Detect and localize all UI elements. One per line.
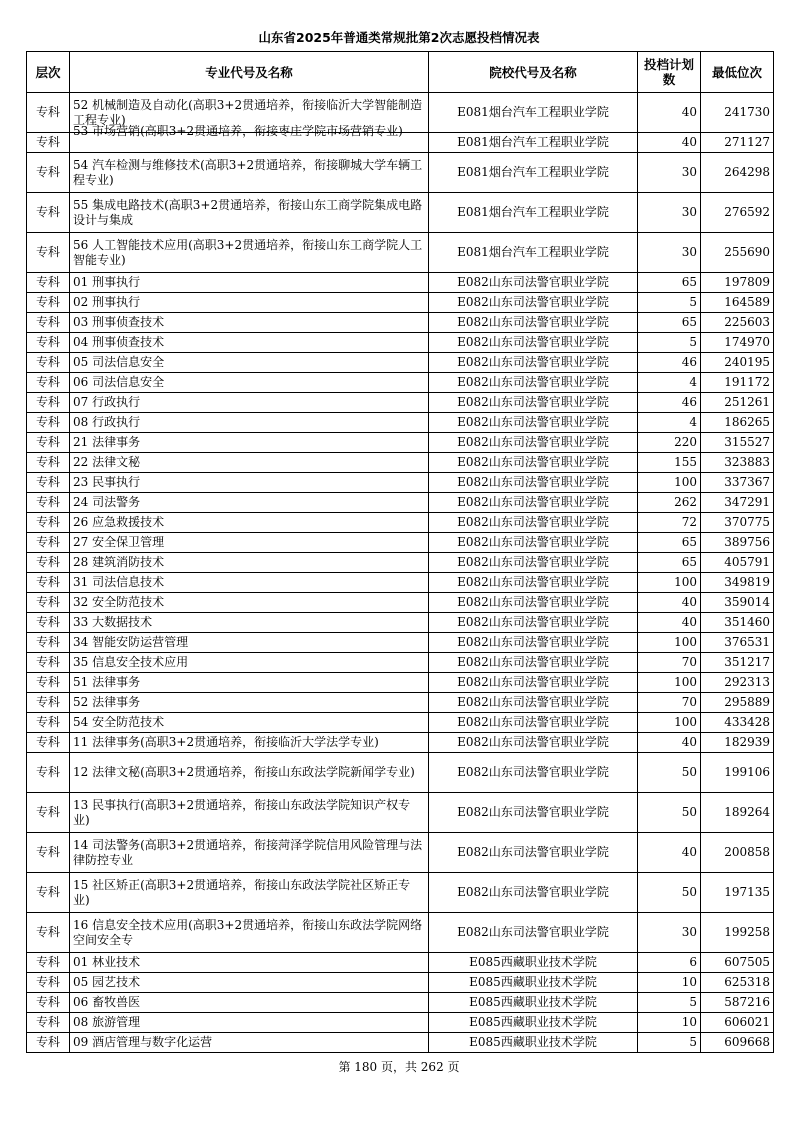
cell-level: 专科: [27, 293, 70, 313]
cell-rank: 609668: [701, 1033, 774, 1053]
cell-plan: 30: [638, 233, 701, 273]
cell-school: E082山东司法警官职业学院: [429, 913, 638, 953]
cell-level: 专科: [27, 93, 70, 133]
table-row: [27, 373, 774, 393]
cell-major: 56 人工智能技术应用(高职3+2贯通培养，衔接山东工商学院人工智能专业): [70, 233, 429, 273]
cell-school: E085西藏职业技术学院: [429, 1033, 638, 1053]
cell-rank: 389756: [701, 533, 774, 553]
cell-rank: 292313: [701, 673, 774, 693]
cell-plan: 65: [638, 553, 701, 573]
cell-major: 07 行政执行: [70, 393, 429, 413]
cell-rank: 225603: [701, 313, 774, 333]
cell-school: E082山东司法警官职业学院: [429, 353, 638, 373]
cell-level: 专科: [27, 573, 70, 593]
cell-major: 08 旅游管理: [70, 1013, 429, 1033]
cell-plan: 40: [638, 133, 701, 153]
cell-major: 05 园艺技术: [70, 973, 429, 993]
table-row: [27, 453, 774, 473]
table-row: [27, 1033, 774, 1053]
cell-plan: 50: [638, 793, 701, 833]
cell-rank: 295889: [701, 693, 774, 713]
cell-school: E082山东司法警官职业学院: [429, 613, 638, 633]
table-row: [27, 513, 774, 533]
table-header-row: [27, 52, 774, 93]
cell-plan: 6: [638, 953, 701, 973]
cell-level: 专科: [27, 993, 70, 1013]
cell-plan: 30: [638, 193, 701, 233]
cell-major: 54 汽车检测与维修技术(高职3+2贯通培养，衔接聊城大学车辆工程专业): [70, 153, 429, 193]
table-row: [27, 433, 774, 453]
cell-level: 专科: [27, 873, 70, 913]
cell-school: E082山东司法警官职业学院: [429, 273, 638, 293]
cell-major-text: 53 市场营销(高职3+2贯通培养，衔接枣庄学院市场营销专业): [73, 124, 403, 138]
cell-school: E081烟台汽车工程职业学院: [429, 233, 638, 273]
cell-rank: 251261: [701, 393, 774, 413]
cell-level: 专科: [27, 233, 70, 273]
cell-level: 专科: [27, 593, 70, 613]
table-row: [27, 333, 774, 353]
cell-plan: 220: [638, 433, 701, 453]
cell-school: E082山东司法警官职业学院: [429, 333, 638, 353]
table-row: [27, 293, 774, 313]
cell-school: E082山东司法警官职业学院: [429, 633, 638, 653]
cell-school: E082山东司法警官职业学院: [429, 553, 638, 573]
cell-level: 专科: [27, 373, 70, 393]
table-row: [27, 973, 774, 993]
cell-major: 13 民事执行(高职3+2贯通培养，衔接山东政法学院知识产权专业): [70, 793, 429, 833]
cell-rank: 241730: [701, 93, 774, 133]
cell-level: 专科: [27, 793, 70, 833]
cell-school: E082山东司法警官职业学院: [429, 453, 638, 473]
cell-major: 22 法律文秘: [70, 453, 429, 473]
cell-level: 专科: [27, 413, 70, 433]
cell-school: E082山东司法警官职业学院: [429, 393, 638, 413]
header-plan: 投档计划数: [638, 52, 701, 93]
cell-school: E082山东司法警官职业学院: [429, 533, 638, 553]
cell-major: 52 法律事务: [70, 693, 429, 713]
cell-rank: 359014: [701, 593, 774, 613]
cell-school: E085西藏职业技术学院: [429, 993, 638, 1013]
cell-plan: 65: [638, 313, 701, 333]
cell-plan: 100: [638, 633, 701, 653]
cell-rank: 625318: [701, 973, 774, 993]
cell-plan: 100: [638, 713, 701, 733]
cell-major: 32 安全防范技术: [70, 593, 429, 613]
cell-plan: 40: [638, 593, 701, 613]
cell-major: 55 集成电路技术(高职3+2贯通培养，衔接山东工商学院集成电路设计与集成: [70, 193, 429, 233]
cell-level: 专科: [27, 953, 70, 973]
table-row: [27, 413, 774, 433]
cell-school: E082山东司法警官职业学院: [429, 833, 638, 873]
cell-major: 15 社区矫正(高职3+2贯通培养，衔接山东政法学院社区矫正专业): [70, 873, 429, 913]
cell-rank: 199106: [701, 753, 774, 793]
cell-plan: 70: [638, 693, 701, 713]
cell-rank: 164589: [701, 293, 774, 313]
cell-rank: 200858: [701, 833, 774, 873]
cell-plan: 10: [638, 973, 701, 993]
header-rank: 最低位次: [701, 52, 774, 93]
cell-major: 54 安全防范技术: [70, 713, 429, 733]
cell-school: E082山东司法警官职业学院: [429, 413, 638, 433]
cell-plan: 262: [638, 493, 701, 513]
cell-plan: 65: [638, 533, 701, 553]
cell-plan: 5: [638, 1033, 701, 1053]
cell-major: 27 安全保卫管理: [70, 533, 429, 553]
cell-school: E082山东司法警官职业学院: [429, 733, 638, 753]
cell-rank: 323883: [701, 453, 774, 473]
cell-rank: 337367: [701, 473, 774, 493]
cell-plan: 40: [638, 833, 701, 873]
cell-plan: 46: [638, 353, 701, 373]
cell-plan: 4: [638, 373, 701, 393]
table-row: [27, 193, 774, 233]
cell-level: 专科: [27, 453, 70, 473]
table-row: [27, 553, 774, 573]
cell-rank: 199258: [701, 913, 774, 953]
table-row: [27, 953, 774, 973]
cell-school: E081烟台汽车工程职业学院: [429, 93, 638, 133]
cell-plan: 70: [638, 653, 701, 673]
table-row: [27, 593, 774, 613]
table-row: [27, 393, 774, 413]
table-row: [27, 313, 774, 333]
table-row: [27, 693, 774, 713]
cell-major: 35 信息安全技术应用: [70, 653, 429, 673]
cell-level: 专科: [27, 133, 70, 153]
cell-major: 03 刑事侦查技术: [70, 313, 429, 333]
table-row: [27, 873, 774, 913]
table-row: [27, 1013, 774, 1033]
cell-plan: 50: [638, 873, 701, 913]
table-row: [27, 673, 774, 693]
cell-major: 12 法律文秘(高职3+2贯通培养，衔接山东政法学院新闻学专业): [70, 753, 429, 793]
cell-major: [70, 124, 429, 153]
table-row: [27, 233, 774, 273]
table-row: [27, 793, 774, 833]
cell-level: 专科: [27, 313, 70, 333]
cell-major: 01 林业技术: [70, 953, 429, 973]
cell-rank: 255690: [701, 233, 774, 273]
cell-rank: 607505: [701, 953, 774, 973]
cell-plan: 155: [638, 453, 701, 473]
cell-plan: 72: [638, 513, 701, 533]
cell-level: 专科: [27, 713, 70, 733]
table-row: [27, 613, 774, 633]
cell-rank: 174970: [701, 333, 774, 353]
cell-rank: 351460: [701, 613, 774, 633]
cell-rank: 189264: [701, 793, 774, 833]
header-level: 层次: [27, 52, 70, 93]
cell-plan: 5: [638, 333, 701, 353]
cell-school: E082山东司法警官职业学院: [429, 793, 638, 833]
cell-rank: 376531: [701, 633, 774, 653]
cell-rank: 182939: [701, 733, 774, 753]
cell-major: 34 智能安防运营管理: [70, 633, 429, 653]
cell-plan: 100: [638, 473, 701, 493]
cell-level: 专科: [27, 553, 70, 573]
cell-school: E082山东司法警官职业学院: [429, 873, 638, 913]
table-row: [27, 353, 774, 373]
cell-major: 21 法律事务: [70, 433, 429, 453]
cell-school: E082山东司法警官职业学院: [429, 293, 638, 313]
table-row: [27, 133, 774, 153]
cell-major: 51 法律事务: [70, 673, 429, 693]
cell-major: 05 司法信息安全: [70, 353, 429, 373]
table-row: [27, 633, 774, 653]
cell-plan: 40: [638, 613, 701, 633]
cell-school: E082山东司法警官职业学院: [429, 493, 638, 513]
table-row: [27, 993, 774, 1013]
cell-school: E082山东司法警官职业学院: [429, 313, 638, 333]
cell-school: E082山东司法警官职业学院: [429, 593, 638, 613]
cell-major: 02 刑事执行: [70, 293, 429, 313]
cell-level: 专科: [27, 533, 70, 553]
table-row: [27, 473, 774, 493]
cell-major: 52 机械制造及自动化(高职3+2贯通培养，衔接临沂大学智能制造工程专业): [70, 93, 429, 133]
table-row: [27, 733, 774, 753]
cell-level: 专科: [27, 833, 70, 873]
cell-level: 专科: [27, 973, 70, 993]
cell-major: 28 建筑消防技术: [70, 553, 429, 573]
cell-plan: 5: [638, 293, 701, 313]
cell-level: 专科: [27, 513, 70, 533]
cell-rank: 186265: [701, 413, 774, 433]
cell-rank: 276592: [701, 193, 774, 233]
cell-level: 专科: [27, 353, 70, 373]
cell-major: 14 司法警务(高职3+2贯通培养，衔接菏泽学院信用风险管理与法律防控专业: [70, 833, 429, 873]
cell-level: 专科: [27, 633, 70, 653]
cell-level: 专科: [27, 653, 70, 673]
cell-major: 33 大数据技术: [70, 613, 429, 633]
cell-major: 24 司法警务: [70, 493, 429, 513]
cell-rank: 197809: [701, 273, 774, 293]
cell-major: 06 畜牧兽医: [70, 993, 429, 1013]
cell-major: 26 应急救援技术: [70, 513, 429, 533]
header-major: 专业代号及名称: [70, 52, 429, 93]
cell-school: E081烟台汽车工程职业学院: [429, 153, 638, 193]
cell-plan: 30: [638, 913, 701, 953]
cell-rank: 349819: [701, 573, 774, 593]
table-row: [27, 913, 774, 953]
cell-plan: 100: [638, 573, 701, 593]
cell-major: 23 民事执行: [70, 473, 429, 493]
cell-major: 06 司法信息安全: [70, 373, 429, 393]
table-row: [27, 753, 774, 793]
cell-major: 08 行政执行: [70, 413, 429, 433]
cell-school: E085西藏职业技术学院: [429, 953, 638, 973]
cell-level: 专科: [27, 273, 70, 293]
cell-plan: 46: [638, 393, 701, 413]
cell-level: 专科: [27, 473, 70, 493]
table-row: [27, 493, 774, 513]
cell-major: 09 酒店管理与数字化运营: [70, 1033, 429, 1053]
page-footer: 第 180 页，共 262 页: [338, 1060, 460, 1074]
cell-rank: 197135: [701, 873, 774, 913]
cell-rank: 240195: [701, 353, 774, 373]
table-row: [27, 713, 774, 733]
cell-level: 专科: [27, 613, 70, 633]
cell-school: E085西藏职业技术学院: [429, 973, 638, 993]
cell-plan: 40: [638, 93, 701, 133]
cell-major: 16 信息安全技术应用(高职3+2贯通培养，衔接山东政法学院网络空间安全专: [70, 913, 429, 953]
cell-school: E082山东司法警官职业学院: [429, 433, 638, 453]
cell-rank: 351217: [701, 653, 774, 673]
cell-level: 专科: [27, 1013, 70, 1033]
cell-rank: 264298: [701, 153, 774, 193]
cell-level: 专科: [27, 333, 70, 353]
cell-level: 专科: [27, 913, 70, 953]
cell-rank: 433428: [701, 713, 774, 733]
cell-rank: 347291: [701, 493, 774, 513]
table-row: [27, 573, 774, 593]
page-title: 山东省2025年普通类常规批第2次志愿投档情况表: [258, 30, 540, 45]
cell-school: E082山东司法警官职业学院: [429, 513, 638, 533]
cell-school: E082山东司法警官职业学院: [429, 473, 638, 493]
cell-rank: 315527: [701, 433, 774, 453]
table-row: [27, 153, 774, 193]
cell-level: 专科: [27, 153, 70, 193]
cell-major: 31 司法信息技术: [70, 573, 429, 593]
cell-school: E082山东司法警官职业学院: [429, 713, 638, 733]
cell-major: 11 法律事务(高职3+2贯通培养，衔接临沂大学法学专业): [70, 733, 429, 753]
cell-plan: 10: [638, 1013, 701, 1033]
table-row: [27, 273, 774, 293]
cell-level: 专科: [27, 693, 70, 713]
cell-plan: 65: [638, 273, 701, 293]
cell-rank: 405791: [701, 553, 774, 573]
cell-school: E081烟台汽车工程职业学院: [429, 193, 638, 233]
cell-school: E082山东司法警官职业学院: [429, 753, 638, 793]
cell-school: E082山东司法警官职业学院: [429, 653, 638, 673]
admission-table: [26, 51, 774, 1053]
cell-school: E082山东司法警官职业学院: [429, 373, 638, 393]
cell-level: 专科: [27, 433, 70, 453]
cell-level: 专科: [27, 673, 70, 693]
cell-school: E085西藏职业技术学院: [429, 1013, 638, 1033]
header-school: 院校代号及名称: [429, 52, 638, 93]
cell-major: 01 刑事执行: [70, 273, 429, 293]
cell-plan: 50: [638, 753, 701, 793]
cell-plan: 100: [638, 673, 701, 693]
cell-level: 专科: [27, 753, 70, 793]
cell-rank: 271127: [701, 133, 774, 153]
cell-level: 专科: [27, 493, 70, 513]
cell-level: 专科: [27, 1033, 70, 1053]
cell-school: E082山东司法警官职业学院: [429, 673, 638, 693]
cell-school: E081烟台汽车工程职业学院: [429, 133, 638, 153]
cell-rank: 606021: [701, 1013, 774, 1033]
cell-level: 专科: [27, 733, 70, 753]
cell-rank: 370775: [701, 513, 774, 533]
cell-major: 04 刑事侦查技术: [70, 333, 429, 353]
table-row: [27, 533, 774, 553]
cell-plan: 5: [638, 993, 701, 1013]
cell-level: 专科: [27, 193, 70, 233]
cell-rank: 191172: [701, 373, 774, 393]
cell-level: 专科: [27, 393, 70, 413]
table-row: [27, 833, 774, 873]
cell-school: E082山东司法警官职业学院: [429, 573, 638, 593]
table-row: [27, 653, 774, 673]
cell-school: E082山东司法警官职业学院: [429, 693, 638, 713]
cell-plan: 30: [638, 153, 701, 193]
cell-plan: 40: [638, 733, 701, 753]
cell-plan: 4: [638, 413, 701, 433]
table-body: [27, 93, 774, 1053]
cell-rank: 587216: [701, 993, 774, 1013]
